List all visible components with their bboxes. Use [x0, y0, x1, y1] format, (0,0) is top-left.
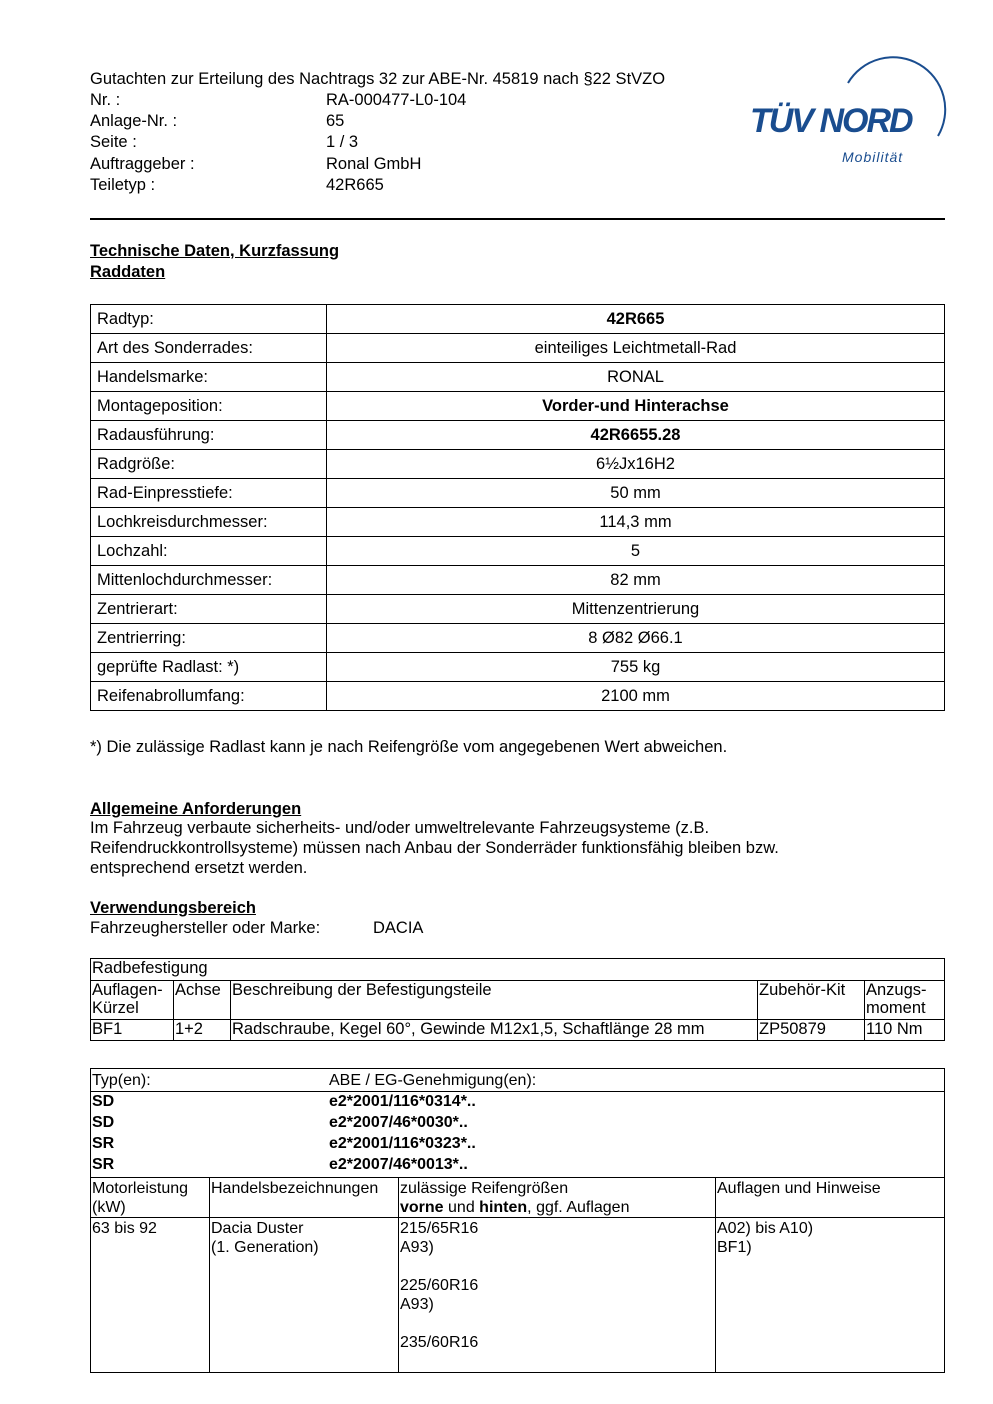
notes-header: Auflagen und Hinweise [717, 1180, 881, 1197]
wheel-data-value: einteiliges Leichtmetall-Rad [327, 334, 945, 363]
wheel-data-label: Art des Sonderrades: [91, 334, 327, 363]
wheel-data-row [91, 653, 945, 682]
wheel-data-value: 42R665 [327, 305, 945, 334]
maker-label: Fahrzeughersteller oder Marke: [90, 919, 321, 937]
wheel-data-row [91, 537, 945, 566]
wheel-data-row [91, 450, 945, 479]
technical-heading: Technische Daten, Kurzfassung [90, 242, 340, 260]
power-header: Motorleistung (kW) [92, 1180, 189, 1216]
meta-value: Ronal GmbH [326, 155, 422, 173]
wheel-data-table [90, 304, 945, 711]
wheel-data-row [91, 334, 945, 363]
type-entry: SR e2*2001/116*0323*.. [92, 1135, 476, 1152]
fastening-cell: 1+2 [174, 1020, 231, 1041]
types-table [90, 1068, 945, 1373]
usage-heading: Verwendungsbereich [90, 899, 256, 917]
type-entry: SR e2*2007/46*0013*.. [92, 1156, 468, 1173]
logo-sub: Mobilität [842, 149, 904, 165]
type-entry: SD e2*2007/46*0030*.. [92, 1114, 468, 1131]
tires-header: zulässige Reifengrößen vorne und hinten, ggf. Auflagen [400, 1180, 630, 1216]
fastening-header-cell: Achse [174, 981, 231, 1020]
wheel-data-row [91, 624, 945, 653]
general-line: Reifendruckkontrollsysteme) müssen nach Anbau der Sonderräder funktionsfähig bleiben bzw. [90, 839, 779, 857]
wheel-data-value: 2100 mm [327, 682, 945, 711]
wheel-data-label: Mittenlochdurchmesser: [91, 566, 327, 595]
fastening-header-cell: Anzugs- moment [865, 981, 945, 1020]
meta-value: 42R665 [326, 176, 384, 194]
tuev-nord-logo [750, 48, 950, 173]
wheel-data-value: RONAL [327, 363, 945, 392]
wheel-data-value: 755 kg [327, 653, 945, 682]
tire-sizes: 215/65R16 A93) 225/60R16 A93) 235/60R16 [400, 1220, 479, 1351]
wheel-data-label: Radausführung: [91, 421, 327, 450]
footnote: *) Die zulässige Radlast kann je nach Reifengröße vom angegebenen Wert abweichen. [90, 738, 728, 756]
fastening-table [90, 958, 945, 1041]
general-line: entsprechend ersetzt werden. [90, 859, 308, 877]
wheel-data-row [91, 479, 945, 508]
wheel-data-label: Radgröße: [91, 450, 327, 479]
wheel-data-row [91, 508, 945, 537]
wheel-data-label: Rad-Einpresstiefe: [91, 479, 327, 508]
fastening-header-cell: Beschreibung der Befestigungsteile [231, 981, 758, 1020]
type-entry: SD e2*2001/116*0314*.. [92, 1093, 476, 1110]
raddaten-heading: Raddaten [90, 263, 166, 281]
header-divider [90, 218, 945, 220]
general-heading: Allgemeine Anforderungen [90, 800, 302, 818]
meta-label: Nr. : [90, 91, 121, 109]
wheel-data-row [91, 305, 945, 334]
wheel-data-value: Mittenzentrierung [327, 595, 945, 624]
wheel-data-row [91, 392, 945, 421]
names-header: Handelsbezeichnungen [211, 1180, 379, 1197]
types-col1-header: Typ(en): [92, 1072, 151, 1089]
wheel-data-row [91, 595, 945, 624]
fastening-title: Radbefestigung [91, 959, 945, 981]
wheel-data-value: Vorder-und Hinterachse [327, 392, 945, 421]
wheel-data-label: Handelsmarke: [91, 363, 327, 392]
wheel-data-label: geprüfte Radlast: *) [91, 653, 327, 682]
general-line: Im Fahrzeug verbaute sicherheits- und/oder umweltrelevante Fahrzeugsysteme (z.B. [90, 819, 710, 837]
meta-label: Seite : [90, 133, 137, 151]
fastening-cell: ZP50879 [758, 1020, 865, 1041]
wheel-data-value: 6½Jx16H2 [327, 450, 945, 479]
meta-value: 1 / 3 [326, 133, 359, 151]
meta-value: 65 [326, 112, 345, 130]
wheel-data-label: Zentrierart: [91, 595, 327, 624]
meta-label: Teiletyp : [90, 176, 156, 194]
meta-value: RA-000477-L0-104 [326, 91, 467, 109]
fastening-cell: 110 Nm [865, 1020, 945, 1041]
document-title: Gutachten zur Erteilung des Nachtrags 32 zur ABE-Nr. 45819 nach §22 StVZO [90, 70, 666, 88]
wheel-data-label: Radtyp: [91, 305, 327, 334]
wheel-data-value: 114,3 mm [327, 508, 945, 537]
wheel-data-value: 82 mm [327, 566, 945, 595]
wheel-data-value: 50 mm [327, 479, 945, 508]
wheel-data-row [91, 682, 945, 711]
wheel-data-value: 8 Ø82 Ø66.1 [327, 624, 945, 653]
wheel-data-row [91, 363, 945, 392]
power-value: 63 bis 92 [92, 1220, 157, 1237]
wheel-data-label: Reifenabrollumfang: [91, 682, 327, 711]
wheel-data-label: Zentrierring: [91, 624, 327, 653]
maker-value: DACIA [373, 919, 424, 937]
types-col2-header: ABE / EG-Genehmigung(en): [329, 1072, 537, 1089]
wheel-data-label: Lochkreisdurchmesser: [91, 508, 327, 537]
wheel-data-value: 42R6655.28 [327, 421, 945, 450]
fastening-header-cell: Auflagen- Kürzel [91, 981, 174, 1020]
wheel-data-row [91, 421, 945, 450]
fastening-header-cell: Zubehör-Kit [758, 981, 865, 1020]
notes-value: A02) bis A10) BF1) [717, 1220, 814, 1256]
wheel-data-label: Lochzahl: [91, 537, 327, 566]
fastening-cell: BF1 [91, 1020, 174, 1041]
wheel-data-value: 5 [327, 537, 945, 566]
logo-brand: TÜV NORD [750, 102, 912, 140]
meta-label: Auftraggeber : [90, 155, 195, 173]
types-header-row [92, 1072, 537, 1090]
fastening-cell: Radschraube, Kegel 60°, Gewinde M12x1,5, Schaftlänge 28 mm [231, 1020, 758, 1041]
trade-name: Dacia Duster (1. Generation) [211, 1220, 319, 1256]
wheel-data-label: Montageposition: [91, 392, 327, 421]
meta-label: Anlage-Nr. : [90, 112, 178, 130]
wheel-data-row [91, 566, 945, 595]
